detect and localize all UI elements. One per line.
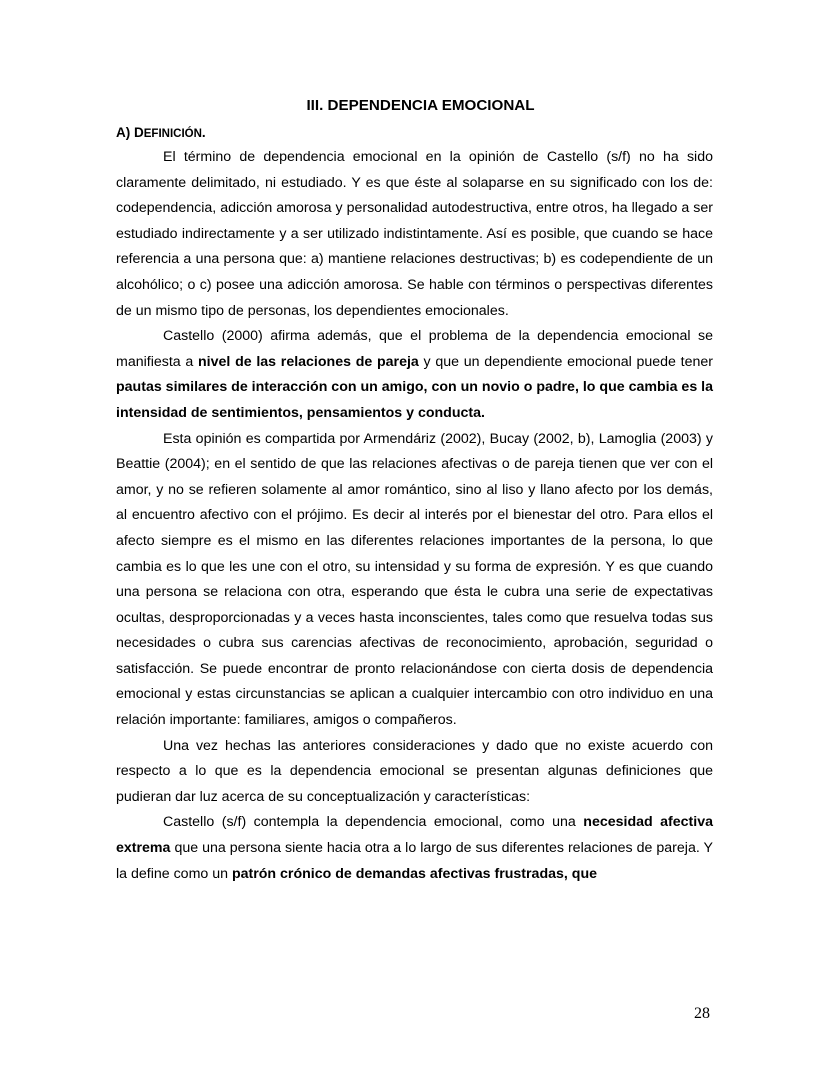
page-number: 28 <box>694 1005 710 1022</box>
paragraph-text: Una vez hechas las anteriores consideraciones y dado que no existe acuerdo con respecto a lo que es la dependencia emocional se presentan algunas definiciones que pudieran dar luz acerca de su conceptualización y características: <box>116 737 713 805</box>
paragraph-text: El término de dependencia emocional en la opinión de Castello (s/f) no ha sido claramente delimitado, ni estudiado. Y es que éste al solaparse en su significado con los de: codependencia, adicción amorosa y personalidad autodestructiva, entre otros, ha llegado a ser estudiado indirectamente y a ser utilizado indistintamente. Así es posible, que cuando se hace referencia a una persona que: a) mantiene relaciones destructivas; b) es codependiente de un alcohólico; o c) posee una adicción amorosa. Se hable con términos o perspectivas diferentes de un mismo tipo de personas, los dependientes emocionales. <box>116 149 713 319</box>
paragraph-text: y que un dependiente emocional puede tener <box>418 353 714 370</box>
paragraph-text: que una persona siente hacia otra a lo largo de sus diferentes relaciones de pareja. Y la define como un <box>116 840 713 882</box>
paragraph-bold-text: necesidad afectiva extrema <box>116 814 713 857</box>
paragraph-2 <box>116 324 713 426</box>
paragraph-3 <box>116 427 713 734</box>
paragraph-text: Esta opinión es compartida por Armendáriz (2002), Bucay (2002, b), Lamoglia (2003) y Beattie (2004); en el sentido de que las relaciones afectivas o de pareja tienen que ver con el amor, y no se refieren solamente al amor romántico, sino al liso y llano afecto por los demás, al encuentro afectivo con el prójimo. Es decir al interés por el bienestar del otro. Para ellos el afecto siempre es el mismo en las diferentes relaciones importantes de la persona, lo que cambia es lo que les une con el otro, su intensidad y su forma de expresión. Y es que cuando una persona se relaciona con otra, esperando que ésta le cubra una serie de expectativas ocultas, desproporcionadas y a veces hasta inconscientes, tales como que resuelva todas sus necesidades o cubra sus carencias afectivas de reconocimiento, aprobación, seguridad o satisfacción. Se puede encontrar de pronto relacionándose con cierta dosis de dependencia emocional y estas circunstancias se aplican a cualquier intercambio con otro individuo en una relación importante: familiares, amigos o compañeros. <box>116 430 713 729</box>
document-body <box>116 94 713 887</box>
paragraph-text: Castello (2000) afirma además, que el problema de la dependencia emocional se manifiesta a <box>116 328 713 370</box>
chapter-title: III. DEPENDENCIA EMOCIONAL <box>306 97 535 114</box>
paragraph-4 <box>116 734 713 811</box>
section-heading-suffix: . <box>201 125 206 140</box>
section-heading-smallcaps: EFINICIÓN <box>143 128 202 140</box>
paragraph-bold-text: pautas similares de interacción con un amigo, con un novio o padre, lo que cambia es la intensidad de sentimientos, pensamientos y conducta. <box>116 379 713 421</box>
paragraph-bold-text: nivel de las relaciones de pareja <box>198 353 419 370</box>
paragraph-5 <box>116 810 713 887</box>
section-heading-prefix: A) D <box>116 125 144 140</box>
paragraph-text: Castello (s/f) contempla la dependencia emocional, como una <box>163 814 584 831</box>
paragraph-bold-text: patrón crónico de demandas afectivas frustradas, que <box>231 865 597 882</box>
paragraph-1 <box>116 145 713 324</box>
section-heading <box>116 122 713 145</box>
